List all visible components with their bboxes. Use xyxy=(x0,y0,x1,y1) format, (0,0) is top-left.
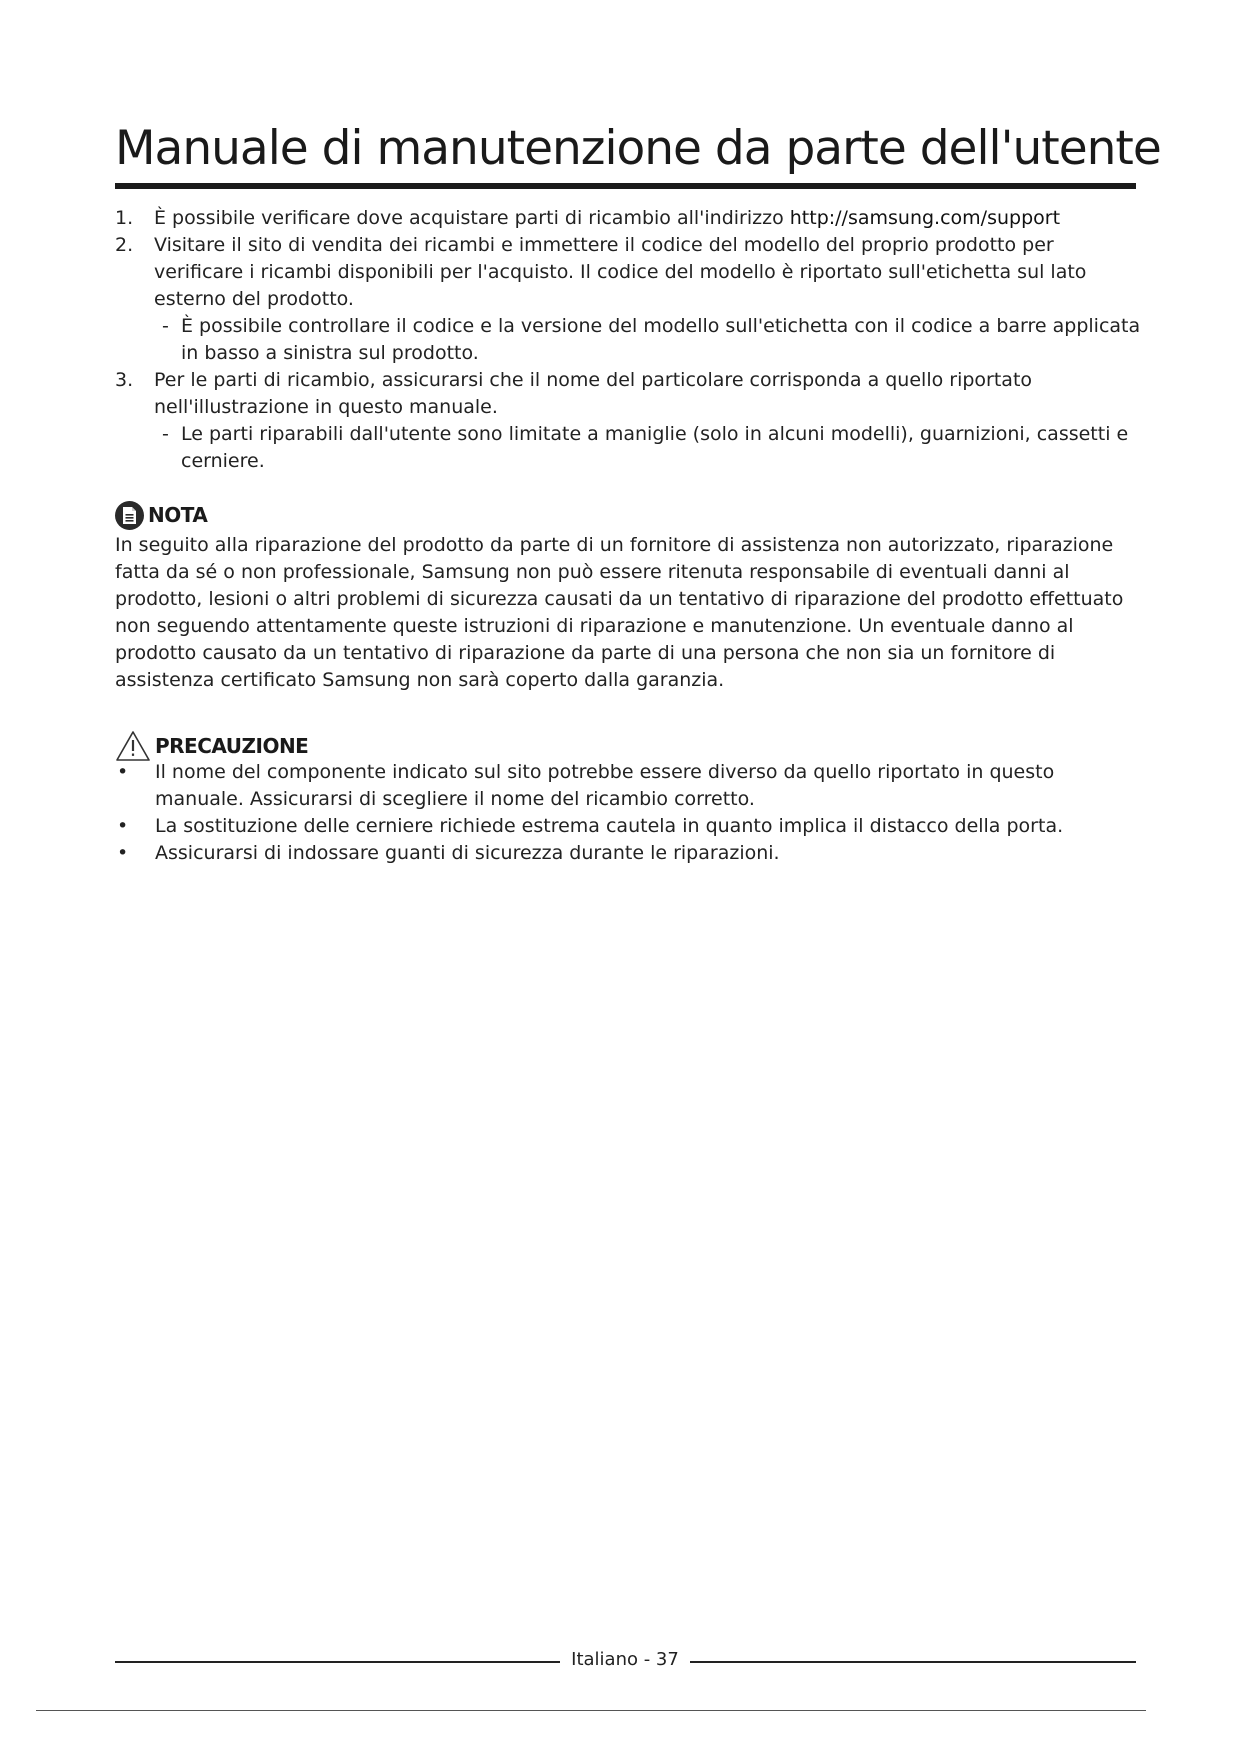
step-text: Visitare il sito di vendita dei ricambi e immettere il codice del modello del proprio prodotto per verificare i ricambi disponibili per l'acquisto. Il codice del modello è riportato sull'etichetta sul lato esterno del prodotto. xyxy=(154,234,1087,310)
caution-item xyxy=(115,759,1145,813)
step-number: 3. xyxy=(115,369,134,391)
bullet-dot: • xyxy=(117,842,129,864)
sub-item-text: Le parti riparabili dall'utente sono limitate a maniglie (solo in alcuni modelli), guarnizioni, cassetti e cerniere. xyxy=(181,423,1129,472)
note-heading xyxy=(115,499,207,531)
step-number: 2. xyxy=(115,234,134,256)
caution-heading xyxy=(115,730,308,762)
support-link[interactable]: http://samsung.com/support xyxy=(789,207,1061,229)
sub-dash: - xyxy=(162,423,169,445)
step-text: Per le parti di ricambio, assicurarsi che il nome del particolare corrisponda a quello riportato nell'illustrazione in questo manuale. xyxy=(154,369,1033,418)
step-number: 1. xyxy=(115,207,134,229)
note-icon xyxy=(115,501,144,530)
page-edge-rule xyxy=(36,1710,1146,1711)
warning-triangle-icon xyxy=(115,730,151,762)
page-title: Manuale di manutenzione da parte dell'utente xyxy=(115,121,1161,176)
caution-item xyxy=(115,840,1145,867)
caution-label: PRECAUZIONE xyxy=(155,734,309,758)
footer-rule-left xyxy=(115,1661,560,1663)
step-item xyxy=(115,367,1145,475)
note-label: NOTA xyxy=(148,503,208,527)
caution-item-text: Il nome del componente indicato sul sito potrebbe essere diverso da quello riportato in questo manuale. Assicurarsi di scegliere il nome del ricambio corretto. xyxy=(155,761,1055,810)
page-number: Italiano - 37 xyxy=(571,1649,679,1670)
caution-list xyxy=(115,759,1145,867)
step-item xyxy=(115,205,1145,232)
sub-item xyxy=(154,421,1145,475)
sub-dash: - xyxy=(162,315,169,337)
bullet-dot: • xyxy=(117,815,129,837)
bullet-dot: • xyxy=(117,761,129,783)
title-underline xyxy=(115,183,1136,189)
caution-item-text: Assicurarsi di indossare guanti di sicurezza durante le riparazioni. xyxy=(155,842,780,864)
note-text: In seguito alla riparazione del prodotto da parte di un fornitore di assistenza non autorizzato, riparazione fatta da sé o non professionale, Samsung non può essere ritenuta responsabile di eventuali danni al prodotto, lesioni o altri problemi di sicurezza causati da un tentativo di riparazione del prodotto effettuato non seguendo attentamente queste istruzioni di riparazione e manutenzione. Un eventuale danno al prodotto causato da un tentativo di riparazione da parte di una persona che non sia un fornitore di assistenza certificato Samsung non sarà coperto dalla garanzia. xyxy=(115,534,1124,691)
caution-item xyxy=(115,813,1145,840)
step-text: È possibile verificare dove acquistare parti di ricambio all'indirizzo xyxy=(154,207,790,229)
steps-list xyxy=(115,205,1145,475)
sub-item xyxy=(154,313,1145,367)
sub-item-text: È possibile controllare il codice e la versione del modello sull'etichetta con il codice a barre applicata in basso a sinistra sul prodotto. xyxy=(181,315,1141,364)
footer-rule-right xyxy=(690,1661,1136,1663)
step-item xyxy=(115,232,1145,367)
caution-item-text: La sostituzione delle cerniere richiede estrema cautela in quanto implica il distacco della porta. xyxy=(155,815,1064,837)
